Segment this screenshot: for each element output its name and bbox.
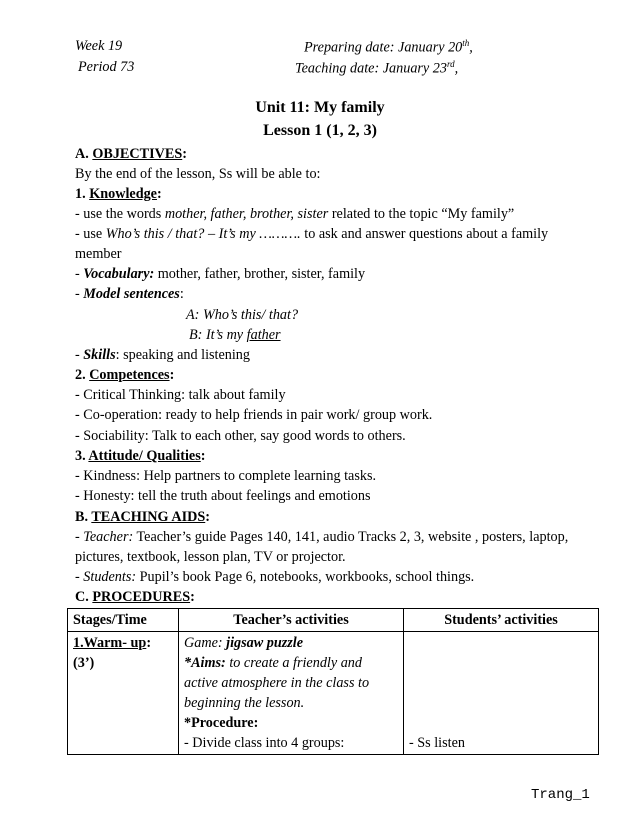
game-line: Game: jigsaw puzzle (184, 635, 304, 651)
teaching-date: Teaching date: January 23rd, (295, 59, 459, 77)
unit-title: Unit 11: My family (255, 99, 385, 116)
competences-heading: 2. Competences: (75, 367, 175, 383)
stage-label: 1.Warm- up: (73, 635, 152, 651)
teacher-cell (179, 632, 404, 755)
objectives-intro: By the end of the lesson, Ss will be able to: (75, 166, 321, 182)
model-sentences-line: - Model sentences: (75, 286, 184, 302)
objectives-heading: A. OBJECTIVES: (75, 146, 187, 162)
page-number: Trang_1 (531, 787, 590, 803)
table-row (68, 632, 599, 755)
aims-line: *Aims: to create a friendly and (184, 655, 362, 671)
student-activity-1: - Ss listen (409, 735, 465, 751)
aims-line-2: active atmosphere in the class to (184, 675, 370, 691)
vocabulary-line: - Vocabulary: mother, father, brother, sister, family (75, 266, 366, 282)
teaching-aids-heading: B. TEACHING AIDS: (75, 509, 210, 525)
column-header-teacher: Teacher’s activities (179, 609, 404, 632)
knowledge-item-1: - use the words mother, father, brother, sister related to the topic “My family” (75, 206, 515, 222)
table-header-row (68, 609, 599, 632)
procedures-table (67, 608, 599, 755)
knowledge-item-2: - use Who’s this / that? – It’s my ………. to ask and answer questions about a family (75, 226, 549, 242)
model-sentence-b: B: It’s my father (189, 327, 281, 343)
stage-time: (3’) (73, 655, 95, 671)
students-cell (404, 632, 599, 755)
teacher-aids-line: - Teacher: Teacher’s guide Pages 140, 141, audio Tracks 2, 3, website , posters, laptop, (75, 529, 569, 545)
procedure-label: *Procedure: (184, 715, 259, 731)
competence-item-3: - Sociability: Talk to each other, say good words to others. (75, 428, 406, 444)
procedure-step-1: - Divide class into 4 groups: (184, 735, 345, 751)
attitude-item-1: - Kindness: Help partners to complete learning tasks. (75, 468, 377, 484)
knowledge-item-2-cont: member (75, 246, 122, 262)
attitude-heading: 3. Attitude/ Qualities: (75, 448, 206, 464)
competence-item-2: - Co-operation: ready to help friends in pair work/ group work. (75, 407, 433, 423)
competence-item-1: - Critical Thinking: talk about family (75, 387, 286, 403)
preparing-date: Preparing date: January 20th, (304, 38, 473, 56)
aims-line-3: beginning the lesson. (184, 695, 305, 711)
week-label: Week 19 (75, 38, 123, 54)
attitude-item-2: - Honesty: tell the truth about feelings and emotions (75, 488, 371, 504)
model-sentence-a: A: Who’s this/ that? (186, 307, 299, 323)
teacher-aids-line-2: pictures, textbook, lesson plan, TV or projector. (75, 549, 346, 565)
stage-cell (68, 632, 179, 755)
column-header-stages: Stages/Time (68, 609, 179, 632)
procedures-heading: C. PROCEDURES: (75, 589, 195, 605)
column-header-students: Students’ activities (404, 609, 599, 632)
period-label: Period 73 (78, 59, 135, 75)
knowledge-heading: 1. Knowledge: (75, 186, 162, 202)
lesson-title: Lesson 1 (1, 2, 3) (263, 122, 377, 139)
students-aids-line: - Students: Pupil’s book Page 6, notebooks, workbooks, school things. (75, 569, 475, 585)
skills-line: - Skills: speaking and listening (75, 347, 250, 363)
